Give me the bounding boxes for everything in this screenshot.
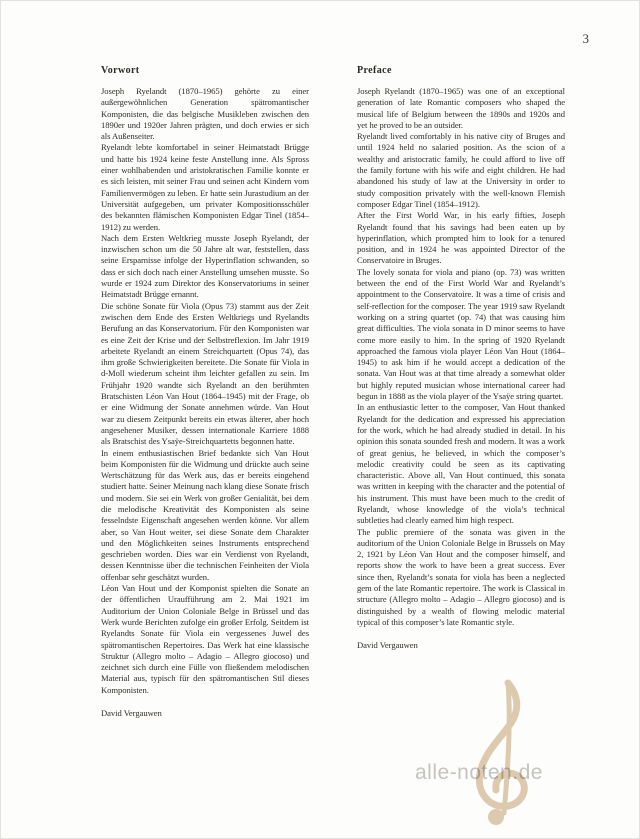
- paragraph: Ryelandt lebte komfortabel in seiner Heimatstadt Brügge und hatte bis 1924 keine feste Anstellung inne. Als Spross einer wohlhabenden und aristokratischen Familie konnte er es sich leisten, mit seiner Frau und seinen acht Kindern vom Familienvermögen zu leben. Er hatte sein Jurastudium an der Universität aufgegeben, um privater Kompositionsschüler des bekannten flämischen Komponisten Edgar Tinel (1854–1912) zu werden.: [101, 142, 309, 232]
- page-number: 3: [582, 31, 589, 46]
- paragraph: In einem enthusiastischen Brief bedankte sich Van Hout beim Komponisten für die Widmung und drückte auch seine Wertschätzung für das Werk aus, das er bereits eingehend studiert hatte. Seiner Meinung nach klang diese Sonate frisch und modern. Sie sei ein Werk von großer Genialität, bei dem die melodische Kreativität des Komponisten als seine fesselndste Eigenschaft angesehen werden könne. Vor allem aber, so Van Hout weiter, sei diese Sonate dem Charakter und den Möglichkeiten seines Instruments entsprechend geschrieben worden. Dies war ein Verdienst von Ryelandt, dessen Kenntnisse über die technischen Feinheiten der Viola offenbar sehr geschätzt wurden.: [101, 447, 309, 582]
- paragraph: Ryelandt lived comfortably in his native city of Bruges and until 1924 held no salaried position. As the scion of a wealthy and aristocratic family, he could afford to live off the family fortune with his wife and eight children. He had abandoned his study of law at the University in order to study composition privately with the well-known Flemish composer Edgar Tinel (1854–1912).: [357, 131, 565, 209]
- paragraph: After the First World War, in his early fifties, Joseph Ryelandt found that his savings had been eaten up by hyperinflation, which prompted him to look for a tenured position, and in 1924 he was appointed Director of the Conservatoire in Bruges.: [357, 210, 565, 266]
- author-signature: David Vergauwen: [357, 640, 418, 651]
- vorwort-column: [101, 65, 309, 719]
- paragraph: The lovely sonata for viola and piano (op. 73) was written between the end of the First World War and Ryelandt’s appointment to the Conservatoire. It was a time of crisis and self-reflection for the composer. The year 1919 saw Ryelandt working on a string quartet (op. 74) that was causing him great difficulties. The viola sonata in D minor seems to have come more easily to him. In the spring of 1920 Ryelandt approached the famous viola player Léon Van Hout (1864–1945) to ask him if he would accept a dedication of the sonata. Van Hout was at that time already a somewhat older but highly reputed musician whose international career had begun in 1888 as the viola player of the Ysaÿe string quartet.: [357, 266, 565, 402]
- paragraph: Joseph Ryelandt (1870–1965) was one of an exceptional generation of late Romantic composers who shaped the musical life of Belgium between the 1890s and 1920s and yet he proved to be an outsider.: [357, 86, 565, 130]
- paragraph: Die schöne Sonate für Viola (Opus 73) stammt aus der Zeit zwischen dem Ende des Ersten Weltkriegs und Ryelandts Berufung an das Konservatorium. Für den Komponisten war es eine Zeit der Krise und der Selbstreflexion. Im Jahr 1919 arbeitete Ryelandt an einem Streichquartett (Opus 74), das ihm große Schwierigkeiten bereitete. Die Sonate für Viola in d-Moll wiederum scheint ihm leichter gefallen zu sein. Im Frühjahr 1920 wandte sich Ryelandt an den berühmten Bratschisten Léon Van Hout (1864–1945) mit der Frage, ob er eine Widmung der Sonate annehmen würde. Van Hout war zu diesem Zeitpunkt bereits ein etwas älterer, aber hoch angesehener Musiker, dessen internationale Karriere 1888 als Bratschist des Ysaÿe-Streichquartetts begonnen hatte.: [101, 300, 309, 447]
- paragraph: The public premiere of the sonata was given in the auditorium of the Union Coloniale Belge in Brussels on May 2, 1921 by Léon Van Hout and the composer himself, and reports show the work to have been a great success. Ever since then, Ryelandt’s sonata for viola has been a neglected gem of the late Romantic repertoire. The work is Classical in structure (Allegro molto – Adagio – Allegro giocoso) and is distinguished by a wealth of flowing melodic material typical of this composer’s late Romantic style.: [357, 526, 565, 627]
- watermark-text: alle-noten.de: [415, 761, 543, 784]
- preface-heading: Preface: [357, 65, 392, 76]
- paragraph: Nach dem Ersten Weltkrieg musste Joseph Ryelandt, der inzwischen schon um die 50 Jahre alt war, feststellen, dass seine Ersparnisse infolge der Hyperinflation schwanden, so dass er sich doch nach einer Anstellung umsehen musste. So wurde er 1924 zum Direktor des Konservatoriums in seiner Heimatstadt Brügge ernannt.: [101, 232, 309, 300]
- paragraph: Léon Van Hout und der Komponist spielten die Sonate an der öffentlichen Uraufführung am 2. Mai 1921 im Auditorium der Union Coloniale Belge in Brüssel und das Werk wurde Berichten zufolge ein großer Erfolg. Seitdem ist Ryelandts Sonate für Viola ein vergessenes Juwel des spätromantischen Repertoires. Das Werk hat eine klassische Struktur (Allegro molto – Adagio – Allegro giocoso) und zeichnet sich durch eine Fülle von fließendem melodischen Material aus, typisch für den spätromantischen Stil dieses Komponisten.: [101, 583, 309, 695]
- vorwort-heading: Vorwort: [101, 65, 140, 76]
- paragraph: In an enthusiastic letter to the composer, Van Hout thanked Ryelandt for the dedication and expressed his appreciation for the work, which he had already studied in detail. In his opinion this sonata sounded fresh and modern. It was a work of great genius, he believed, in which the composer’s melodic creativity could be seen as its captivating characteristic. Above all, Van Hout continued, this sonata was written in keeping with the character and the potential of his instrument. This must have been much to the credit of Ryelandt, whose knowledge of the viola’s technical subtleties had clearly earned him high respect.: [357, 402, 565, 526]
- two-column-text: [101, 65, 565, 719]
- paragraph: Joseph Ryelandt (1870–1965) gehörte zu einer außergewöhnlichen Generation spätromantischer Komponisten, die das belgische Musikleben zwischen den 1890er und 1920er Jahren prägten, und doch erwies er sich als Außenseiter.: [101, 86, 309, 142]
- author-signature: David Vergauwen: [101, 708, 162, 719]
- preface-column: [357, 65, 565, 719]
